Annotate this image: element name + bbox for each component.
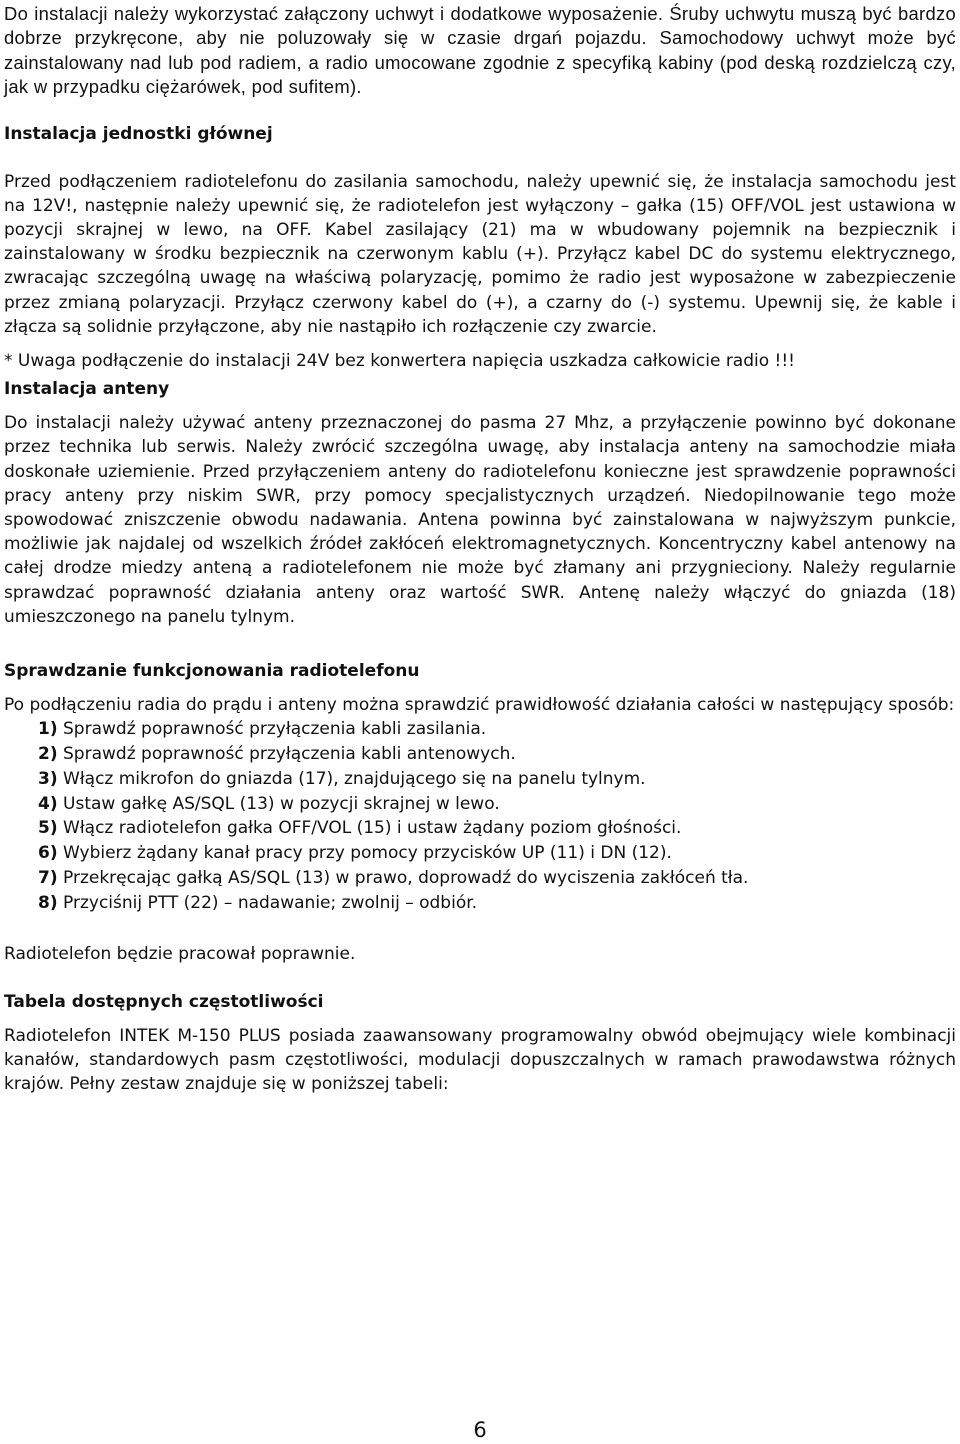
document-page	[4, 0, 956, 1096]
step-number: 4)	[38, 793, 58, 814]
step-text: Wybierz żądany kanał pracy przy pomocy przycisków UP (11) i DN (12).	[63, 843, 672, 864]
check-steps-list	[4, 717, 956, 915]
step-text: Sprawdź poprawność przyłączenia kabli antenowych.	[63, 744, 516, 765]
step-text: Włącz mikrofon do gniazda (17), znajdującego się na panelu tylnym.	[63, 768, 646, 789]
list-item	[38, 816, 956, 841]
step-number: 7)	[38, 868, 58, 889]
step-number: 5)	[38, 818, 58, 839]
list-item	[38, 866, 956, 891]
list-item	[38, 792, 956, 817]
page-number: 6	[473, 1418, 487, 1442]
step-number: 1)	[38, 719, 58, 740]
step-number: 8)	[38, 892, 58, 913]
list-item	[38, 742, 956, 767]
step-number: 6)	[38, 843, 58, 864]
list-item	[38, 717, 956, 742]
step-number: 2)	[38, 744, 58, 765]
step-text: Włącz radiotelefon gałka OFF/VOL (15) i ustaw żądany poziom głośności.	[63, 818, 682, 839]
antenna-paragraph: Do instalacji należy używać anteny przeznaczonej do pasma 27 Mhz, a przyłączenie powinno być dokonane przez technika lub serwis. Należy zwrócić szczególna uwagę, aby instalacja anteny na samochodzie miała doskonałe uziemienie. Przed przyłączeniem anteny do radiotelefonu konieczne jest sprawdzenie poprawności pracy anteny przy niskim SWR, przy pomocy specjalistycznych urządzeń. Niedopilnowanie tego może spowodować zniszczenie obwodu nadawania. Antena powinna być zainstalowana w najwyższym punkcie, możliwie jak najdalej od wszelkich źródeł zakłóceń elektromagnetycznych. Koncentryczny kabel antenowy na całej drodze miedzy anteną a radiotelefonem nie może być złamany ani przygnieciony. Należy regularnie sprawdzać poprawność działania anteny oraz wartość SWR. Antenę należy włączyć do gniazda (18) umieszczonego na panelu tylnym.	[4, 413, 956, 627]
step-text: Sprawdź poprawność przyłączenia kabli zasilania.	[63, 719, 487, 740]
voltage-warning: * Uwaga podłączenie do instalacji 24V bez konwertera napięcia uszkadza całkowicie radio !!!	[4, 351, 795, 372]
antenna-heading: Instalacja anteny	[4, 379, 170, 400]
frequencies-paragraph: Radiotelefon INTEK M-150 PLUS posiada zaawansowany programowalny obwód obejmujący wiele kombinacji kanałów, standardowych pasm częstotliwości, modulacji dopuszczalnych w ramach prawodawstwa różnych krajów. Pełny zestaw znajduje się w poniższej tabeli:	[4, 1025, 956, 1095]
step-text: Przekręcając gałką AS/SQL (13) w prawo, doprowadź do wyciszenia zakłóceń tła.	[63, 868, 749, 889]
list-item	[38, 891, 956, 916]
main-unit-paragraph: Przed podłączeniem radiotelefonu do zasilania samochodu, należy upewnić się, że instalacja samochodu jest na 12V!, następnie należy upewnić się, że radiotelefon jest wyłączony – gałka (15) OFF/VOL jest ustawiona w pozycji skrajnej w lewo, na OFF. Kabel zasilający (21) ma w wbudowany pojemnik na bezpiecznik i zainstalowany w środku bezpiecznik na czerwonym kablu (+). Przyłącz kabel DC do systemu elektrycznego, zwracając szczególną uwagę na właściwą polaryzację, pomimo że radio jest wyposażone w zabezpieczenie przez zmianą polaryzacji. Przyłącz czerwony kabel do (+), a czarny do (-) systemu. Upewnij się, że kable i złącza są solidnie przyłączone, aby nie nastąpiło ich rozłączenie czy zwarcie.	[4, 171, 956, 337]
list-item	[38, 841, 956, 866]
list-item	[38, 767, 956, 792]
check-result: Radiotelefon będzie pracował poprawnie.	[4, 943, 356, 964]
step-number: 3)	[38, 768, 58, 789]
frequencies-heading: Tabela dostępnych częstotliwości	[4, 991, 324, 1012]
step-text: Przyciśnij PTT (22) – nadawanie; zwolnij – odbiór.	[63, 892, 478, 913]
check-intro: Po podłączeniu radia do prądu i anteny można sprawdzić prawidłowość działania całości w następujący sposób:	[4, 695, 955, 716]
intro-paragraph: Do instalacji należy wykorzystać załączony uchwyt i dodatkowe wyposażenie. Śruby uchwytu muszą być bardzo dobrze przykręcone, aby nie poluzowały się w czasie drgań pojazdu. Samochodowy uchwyt może być zainstalowany nad lub pod radiem, a radio umocowane zgodnie z specyfiką kabiny (pod deską rozdzielczą czy, jak w przypadku ciężarówek, pod sufitem).	[4, 3, 956, 98]
main-unit-heading: Instalacja jednostki głównej	[4, 123, 273, 144]
check-heading: Sprawdzanie funkcjonowania radiotelefonu	[4, 661, 420, 682]
step-text: Ustaw gałkę AS/SQL (13) w pozycji skrajnej w lewo.	[63, 793, 500, 814]
